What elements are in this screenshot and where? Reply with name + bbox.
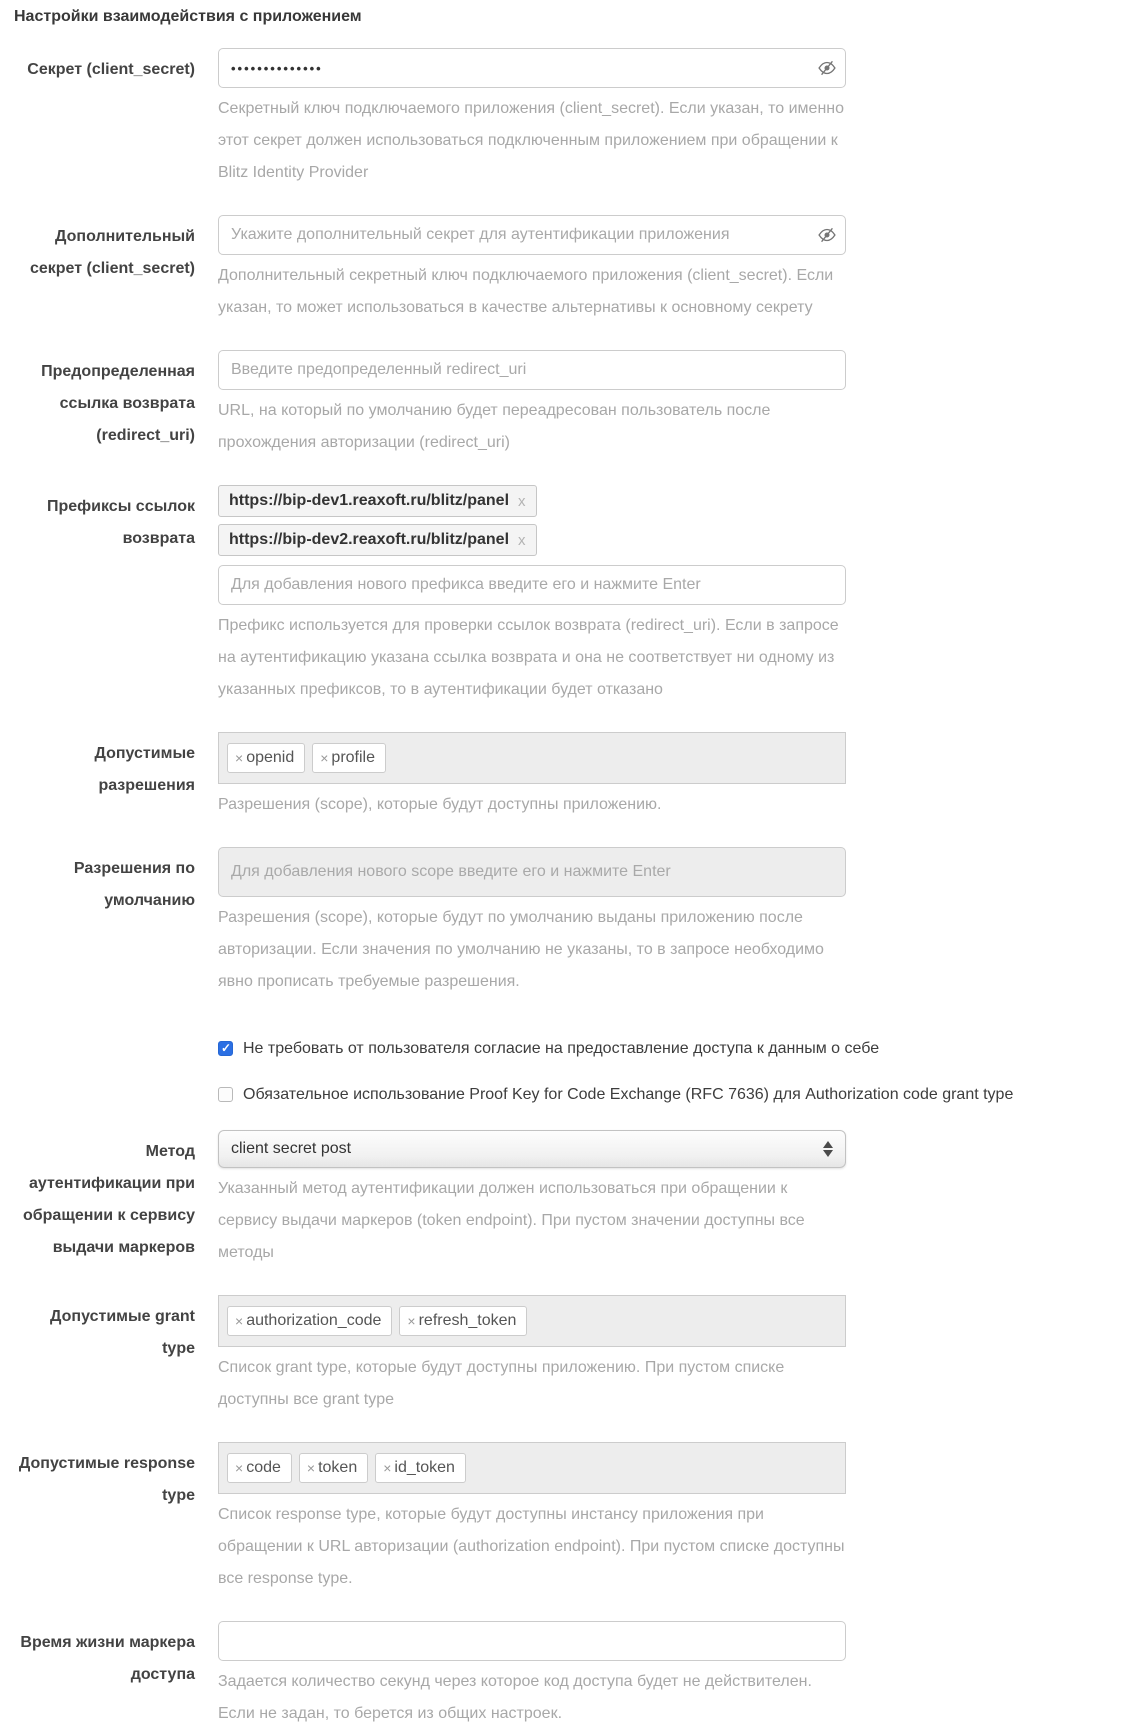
redirect-prefixes-label: Префиксы ссылок возврата	[46, 498, 195, 547]
field-redirect-prefixes	[14, 485, 1140, 706]
auth-method-selected-value: client secret post	[231, 1140, 352, 1157]
field-scopes	[14, 732, 1140, 821]
grant-types-label: Допустимые grant type	[50, 1308, 195, 1357]
tag-id_token	[375, 1453, 466, 1483]
remove-tag-icon[interactable]: ×	[235, 750, 244, 766]
tag-token	[299, 1453, 368, 1483]
remove-tag-icon[interactable]: x	[518, 531, 526, 549]
field-client-secret	[14, 48, 1140, 189]
default-scopes-help: Разрешения (scope), которые будут по умолчанию выданы приложению после авторизации. Если значения по умолчанию не указаны, то в запросе необходимо явно прописать требуемые разрешения.	[218, 909, 824, 990]
remove-tag-icon[interactable]: x	[518, 492, 526, 510]
tag-https://bip-dev1.reaxoft.ru/blitz/panel	[218, 485, 537, 517]
no-consent-label[interactable]: Не требовать от пользователя согласие на предоставление доступа к данным о себе	[243, 1040, 880, 1057]
redirect-uri-help: URL, на который по умолчанию будет переадресован пользователь после прохождения авторизации (redirect_uri)	[218, 402, 771, 451]
remove-tag-icon[interactable]: ×	[383, 1460, 392, 1476]
field-grant-types	[14, 1295, 1140, 1416]
client-secret-extra-label: Дополнительный секрет (client_secret)	[29, 228, 195, 277]
checkbox-row-pkce	[218, 1084, 1140, 1106]
tag-label: https://bip-dev1.reaxoft.ru/blitz/panel	[229, 492, 510, 509]
tag-authorization_code	[227, 1306, 392, 1336]
redirect-prefixes-input[interactable]	[218, 565, 846, 605]
tag-label: refresh_token	[418, 1312, 517, 1329]
field-client-secret-extra	[14, 215, 1140, 324]
tag-https://bip-dev2.reaxoft.ru/blitz/panel	[218, 524, 537, 556]
response-types-help: Список response type, которые будут доступны инстансу приложения при обращении к URL авторизации (authorization endpoint). При пустом списке доступны все response type.	[218, 1506, 845, 1587]
tag-label: profile	[331, 749, 375, 766]
eye-slash-icon[interactable]	[817, 225, 837, 245]
redirect-uri-label: Предопределенная ссылка возврата (redirect_uri)	[41, 363, 195, 444]
response-types-tagbox[interactable]	[218, 1442, 846, 1494]
tag-label: id_token	[394, 1459, 455, 1476]
client-secret-help: Секретный ключ подключаемого приложения (client_secret). Если указан, то именно этот секрет должен использоваться подключенным приложением при обращении к Blitz Identity Provider	[218, 100, 845, 181]
tag-label: token	[318, 1459, 358, 1476]
redirect-prefixes-tags	[218, 485, 846, 556]
scopes-label: Допустимые разрешения	[94, 745, 195, 794]
redirect-uri-input[interactable]	[218, 350, 846, 390]
pkce-label[interactable]: Обязательное использование Proof Key for Code Exchange (RFC 7636) для Authorization code grant type	[243, 1086, 1014, 1103]
access-token-ttl-input[interactable]	[218, 1621, 846, 1661]
client-secret-label: Секрет (client_secret)	[27, 61, 195, 78]
field-redirect-uri	[14, 350, 1140, 459]
client-secret-extra-help: Дополнительный секретный ключ подключаемого приложения (client_secret). Если указан, то может использоваться в качестве альтернативы к основному секрету	[218, 267, 834, 316]
remove-tag-icon[interactable]: ×	[235, 1313, 244, 1329]
eye-slash-icon[interactable]	[817, 58, 837, 78]
access-token-ttl-label: Время жизни маркера доступа	[20, 1634, 195, 1683]
pkce-checkbox[interactable]	[218, 1087, 233, 1102]
tag-label: openid	[246, 749, 295, 766]
default-scopes-input[interactable]	[218, 847, 846, 897]
no-consent-checkbox[interactable]	[218, 1041, 233, 1056]
scopes-help: Разрешения (scope), которые будут доступны приложению.	[218, 796, 662, 813]
select-spinner-icon	[823, 1141, 833, 1157]
remove-tag-icon[interactable]: ×	[235, 1460, 244, 1476]
remove-tag-icon[interactable]: ×	[306, 1460, 316, 1476]
response-types-label: Допустимые response type	[18, 1455, 195, 1504]
remove-tag-icon[interactable]: ×	[320, 750, 329, 766]
tag-openid	[227, 743, 305, 773]
tag-label: code	[246, 1459, 281, 1476]
scopes-tagbox[interactable]	[218, 732, 846, 784]
grant-types-help: Список grant type, которые будут доступны приложению. При пустом списке доступны все grant type	[218, 1359, 785, 1408]
default-scopes-label: Разрешения по умолчанию	[73, 860, 195, 909]
access-token-ttl-help: Задается количество секунд через которое код доступа будет не действителен. Если не задан, то берется из общих настроек.	[218, 1673, 812, 1722]
auth-method-select[interactable]	[218, 1130, 846, 1168]
client-secret-input[interactable]	[218, 48, 846, 88]
field-auth-method	[14, 1130, 1140, 1269]
tag-code	[227, 1453, 292, 1483]
tag-refresh_token	[399, 1306, 527, 1336]
page-title: Настройки взаимодействия с приложением	[14, 8, 362, 25]
field-default-scopes	[14, 847, 1140, 998]
client-secret-extra-input[interactable]	[218, 215, 846, 255]
grant-types-tagbox[interactable]	[218, 1295, 846, 1347]
field-access-token-ttl	[14, 1621, 1140, 1730]
redirect-prefixes-help: Префикс используется для проверки ссылок возврата (redirect_uri). Если в запросе на аутентификацию указана ссылка возврата и она не соответствует ни одному из указанных префиксов, то в аутентификации будет отказано	[218, 617, 839, 698]
tag-profile	[312, 743, 386, 773]
remove-tag-icon[interactable]: ×	[407, 1313, 416, 1329]
auth-method-label: Метод аутентификации при обращении к сервису выдачи маркеров	[23, 1143, 195, 1256]
tag-label: https://bip-dev2.reaxoft.ru/blitz/panel	[229, 531, 510, 548]
checkbox-row-no-consent	[218, 1038, 1140, 1060]
auth-method-help: Указанный метод аутентификации должен использоваться при обращении к сервису выдачи маркеров (token endpoint). При пустом значении доступны все методы	[218, 1180, 805, 1261]
field-response-types	[14, 1442, 1140, 1595]
tag-label: authorization_code	[246, 1312, 382, 1329]
